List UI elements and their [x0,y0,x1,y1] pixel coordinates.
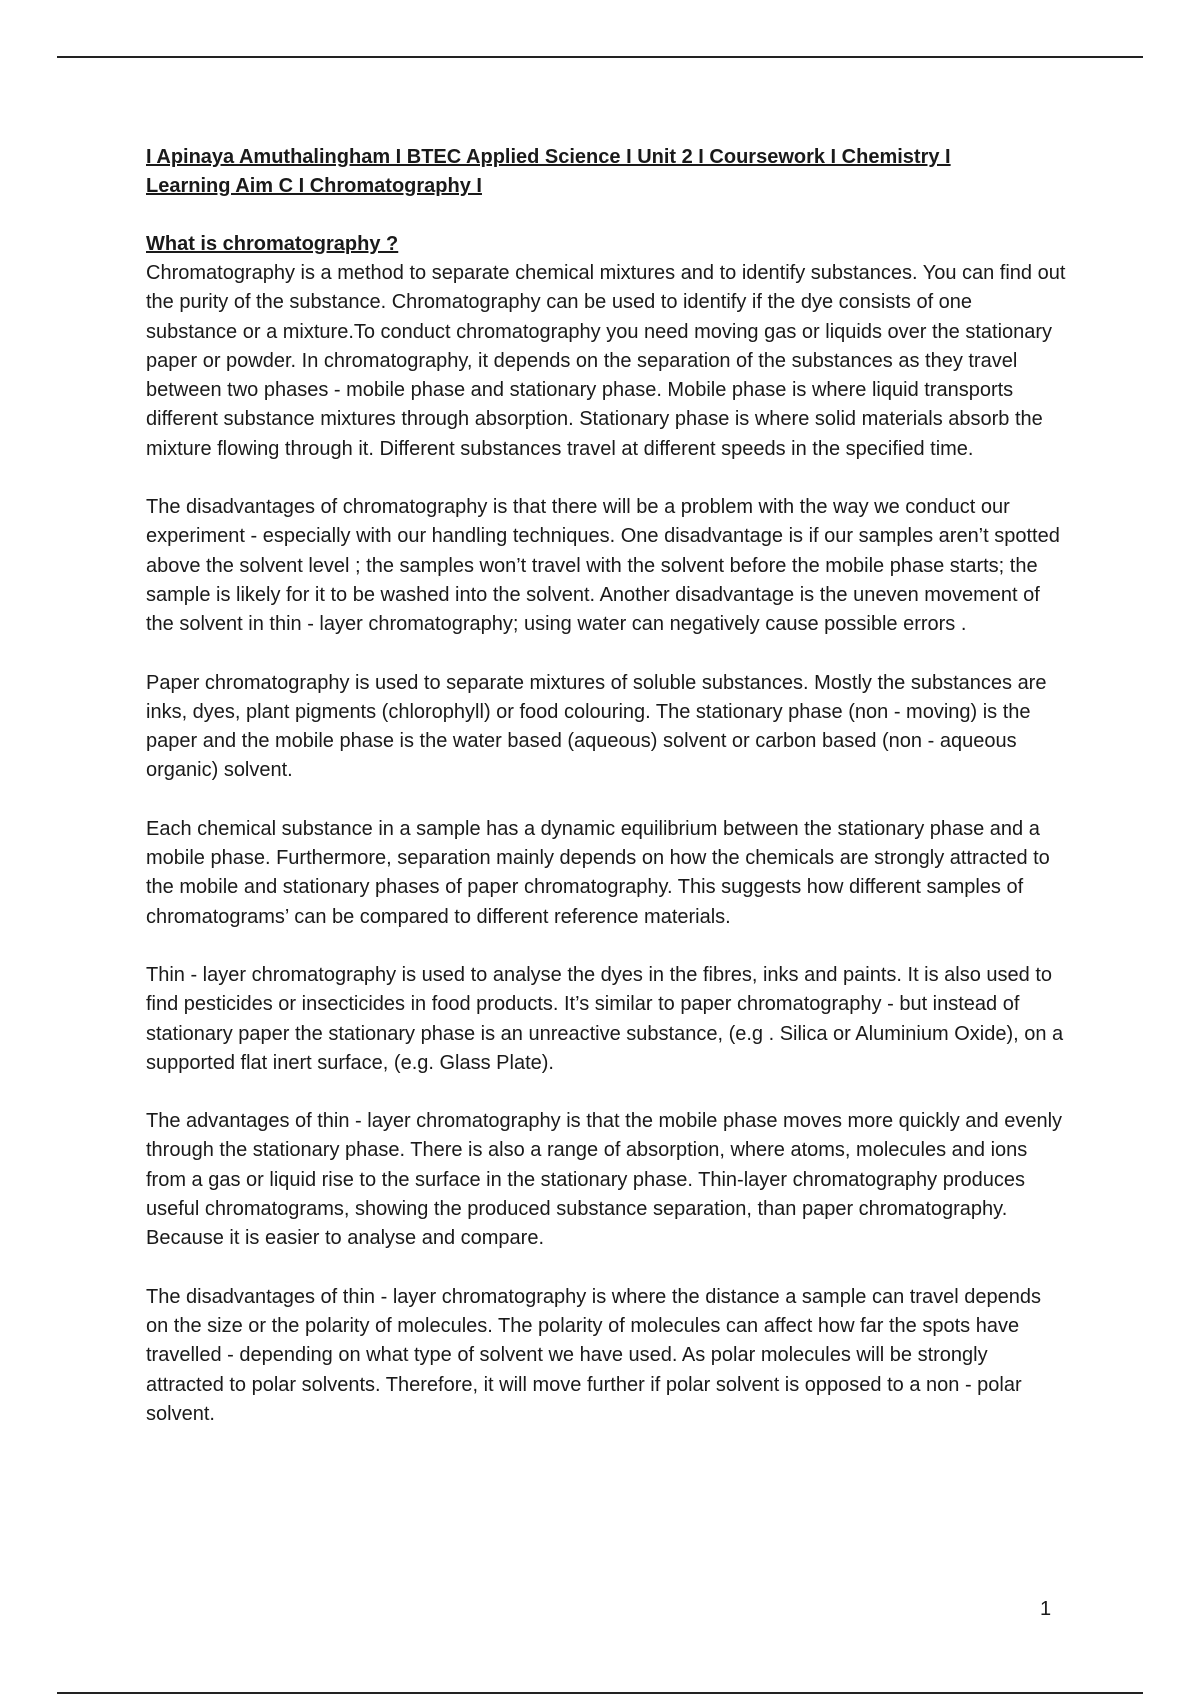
paragraph-equilibrium: Each chemical substance in a sample has a dynamic equilibrium between the stationary phase and a mobile phase. Furthermore, separation mainly depends on how the chemicals are strongly attracted to the mobile and stationary phases of paper chromatography. This suggests how different samples of chromatograms’ can be compared to different reference materials. [146,817,1050,928]
paragraph-thin-layer: Thin - layer chromatography is used to analyse the dyes in the fibres, inks and paints. It is also used to find pesticides or insecticides in food products. It’s similar to paper chromatography - but instead of stationary paper the stationary phase is an unreactive substance, (e.g . Silica or Aluminium Oxide), on a supported flat inert surface, (e.g. Glass Plate). [146,963,1064,1074]
page-number: 1 [1040,1598,1052,1620]
paragraph-tlc-disadvantages: The disadvantages of thin - layer chromatography is where the distance a sample can travel depends on the size or the polarity of molecules. The polarity of molecules can affect how far the spots have travelled - depending on what type of solvent we have used. As polar molecules will be strongly attracted to polar solvents. Therefore, it will move further if polar solvent is opposed to a non - polar solvent. [146,1285,1041,1425]
document-body [146,143,1066,1429]
bottom-rule [57,1692,1143,1694]
document-title-line-1: I Apinaya Amuthalingham I BTEC Applied Science I Unit 2 I Coursework I Chemistry I [146,146,951,168]
paragraph-definition: Chromatography is a method to separate chemical mixtures and to identify substances. You can find out the purity of the substance. Chromatography can be used to identify if the dye consists of one substance or a mixture.To conduct chromatography you need moving gas or liquids over the stationary paper or powder. In chromatography, it depends on the separation of the substances as they travel between two phases - mobile phase and stationary phase. Mobile phase is where liquid transports different substance mixtures through absorption. Stationary phase is where solid materials absorb the mixture flowing through it. Different substances travel at different speeds in the specified time. [146,262,1066,460]
paragraph-paper-chromatography: Paper chromatography is used to separate mixtures of soluble substances. Mostly the substances are inks, dyes, plant pigments (chlorophyll) or food colouring. The stationary phase (non - moving) is the paper and the mobile phase is the water based (aqueous) solvent or carbon based (non - aqueous organic) solvent. [146,671,1047,782]
paragraph-tlc-advantages: The advantages of thin - layer chromatography is that the mobile phase moves more quickly and evenly through the stationary phase. There is also a range of absorption, where atoms, molecules and ions from a gas or liquid rise to the surface in the stationary phase. Thin-layer chromatography produces useful chromatograms, showing the produced substance separation, than paper chromatography. Because it is easier to analyse and compare. [146,1110,1063,1250]
section-heading: What is chromatography ? [146,233,399,255]
paragraph-disadvantages: The disadvantages of chromatography is that there will be a problem with the way we conduct our experiment - especially with our handling techniques. One disadvantage is if our samples aren’t spotted above the solvent level ; the samples won’t travel with the solvent before the mobile phase starts; the sample is likely for it to be washed into the solvent. Another disadvantage is the uneven movement of the solvent in thin - layer chromatography; using water can negatively cause possible errors . [146,496,1060,636]
document-title-line-2: Learning Aim C I Chromatography I [146,175,482,197]
top-rule [57,56,1143,58]
document-title [146,143,1066,201]
